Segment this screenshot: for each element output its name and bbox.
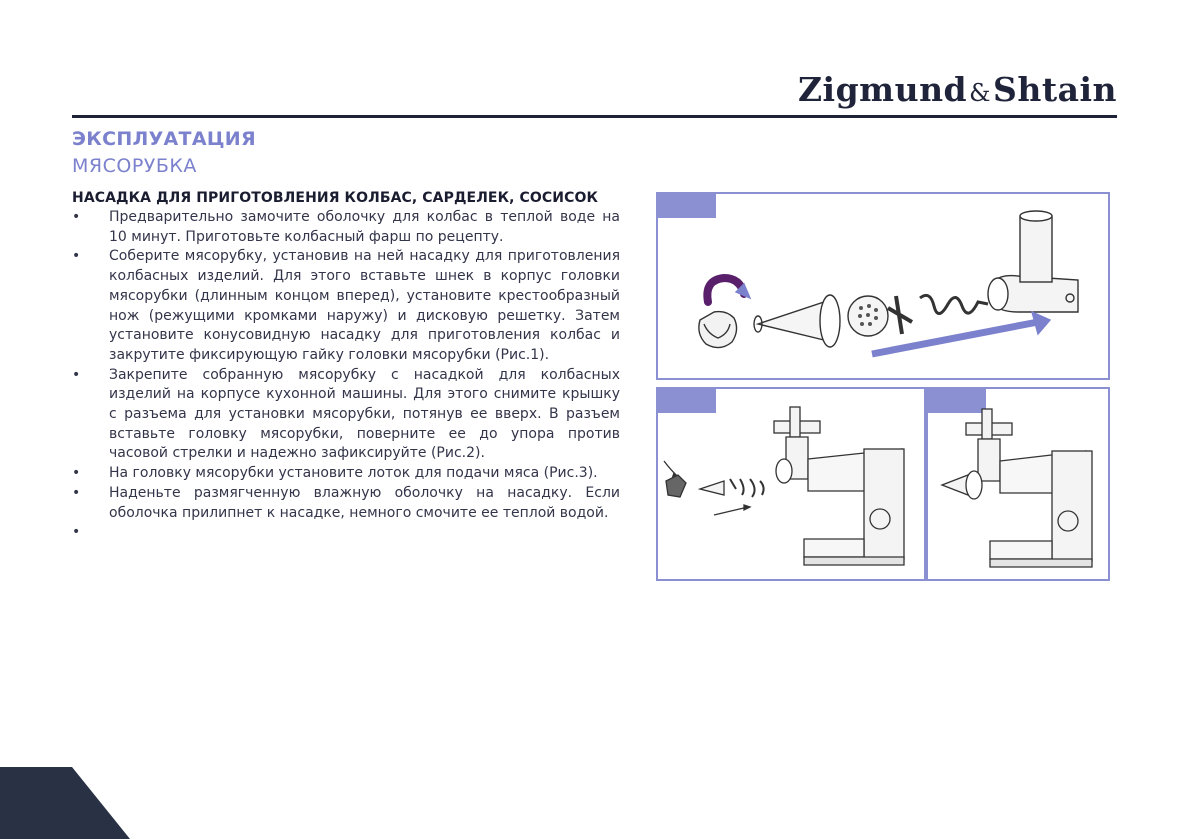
list-item: • На головку мясорубки установите лоток для подачи мяса (Рис.3). [72,464,620,484]
figure-1 [656,192,1110,380]
feed-tube [1020,216,1052,282]
sausage-cone [758,302,824,340]
header-rule [72,115,1117,118]
auger [920,295,988,313]
direction-arrow [872,322,1038,354]
figure-2 [656,387,926,581]
instructions-heading: НАСАДКА ДЛЯ ПРИГОТОВЛЕНИЯ КОЛБАС, САРДЕЛЕК, СОСИСОК [72,190,599,206]
list-item: • Соберите мясорубку, установив на ней насадку для приготовления колбасных изделий. Для этого вставьте шнек в корпус головки мясорубки (длинным концом вперед), установите крестообразный нож (режущими кромками наружу) и дисковую решетку. Затем установите конусовидную насадку для приготовления колбас и закрутите фиксирующую гайку головки мясорубки (Рис.1). [72,247,620,365]
machine-mounting-illustration [658,389,924,579]
corner-decoration [0,767,130,839]
figure-3 [926,387,1110,581]
instructions-list [72,208,620,543]
list-item: • Закрепите собранную мясорубку с насадкой для колбасных изделий на корпусе кухонной машины. Для этого снимите крышку с разъема для установки мясорубки, потянув ее вверх. В разъем вставьте головку мясорубки, поверните ее до упора против часовой стрелки и надежно зафиксируйте (Рис.2). [72,366,620,465]
section-title: ЭКСПЛУАТАЦИЯ [72,128,256,150]
grinder-exploded-illustration [658,194,1108,378]
assembled-machine-illustration [928,389,1108,579]
cross-knife [888,296,912,334]
list-item [72,523,620,543]
list-item: • Наденьте размягченную влажную оболочку на насадку. Если оболочка прилипнет к насадке, немного смочите ее теплой водой. [72,484,620,523]
list-item: • Предварительно замочите оболочку для колбас в теплой воде на 10 минут. Приготовьте колбасный фарш по рецепту. [72,208,620,247]
section-subtitle: МЯСОРУБКА [72,155,197,177]
locking-ring [699,312,737,348]
brand-logo: Zigmund&Shtain [797,70,1117,109]
